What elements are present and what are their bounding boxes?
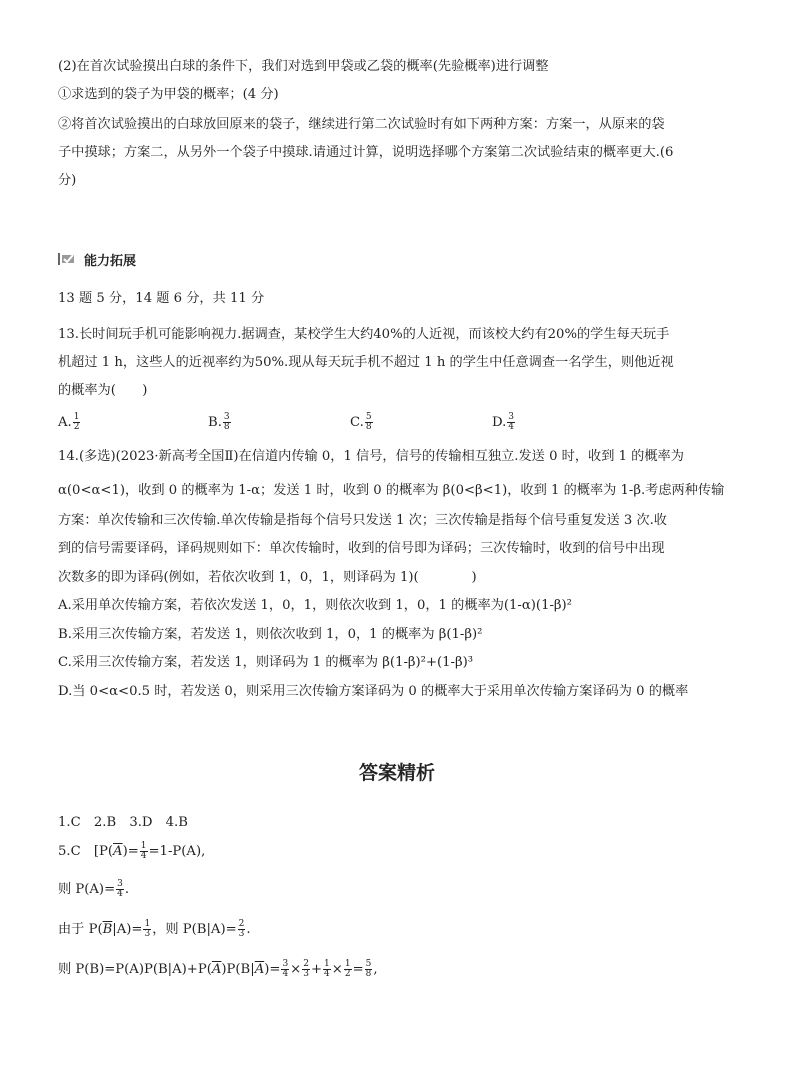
section-header	[58, 250, 136, 268]
q13-option-b: B. $\frac{3}{8}$	[208, 412, 230, 432]
score-note: 13 题 5 分，14 题 6 分，共 11 分	[58, 291, 265, 306]
q13-line3: 的概率为( )	[58, 383, 148, 398]
q14-option-a: A.采用单次传输方案，若依次发送 1，0，1，则依次收到 1，0，1 的概率为(1-α)(1-β)²	[58, 598, 572, 613]
q14-line5: 次数多的即为译码(例如，若依次收到 1，0，1，则译码为 1)( )	[58, 570, 477, 585]
q13-line1: 13.长时间玩手机可能影响视力.据调查，某校学生大约40%的人近视，而该校大约有20%的学生每天玩手	[58, 327, 670, 342]
q14-option-b: B.采用三次传输方案，若发送 1，则依次收到 1，0，1 的概率为 β(1-β)²	[58, 627, 483, 642]
answer-line-1: 1.C 2.B 3.D 4.B	[58, 815, 188, 830]
q12-sub1: ①求选到的袋子为甲袋的概率；(4 分)	[58, 87, 279, 102]
q13-option-a: A. $\frac{1}{2}$	[58, 412, 80, 432]
q14-option-d: D.当 0<α<0.5 时，若发送 0，则采用三次传输方案译码为 0 的概率大于采用单次传输方案译码为 0 的概率	[58, 684, 689, 699]
q13-option-d: D. $\frac{3}{4}$	[492, 412, 515, 432]
answer-line-7: 由于 P( $\overline{B}$ |A)= $\frac{1}{3}$ ，则 P(B|A)= $\frac{2}{3}$ .	[58, 919, 251, 939]
q14-line4: 到的信号需要译码，译码规则如下：单次传输时，收到的信号即为译码；三次传输时，收到的信号中出现	[58, 541, 665, 556]
q12-part2: (2)在首次试验摸出白球的条件下，我们对选到甲袋或乙袋的概率(先验概率)进行调整	[58, 59, 549, 74]
q13-option-c: C. $\frac{5}{8}$	[350, 412, 372, 432]
answer-line-6: 则 P(A)= $\frac{3}{4}$ .	[58, 879, 130, 899]
answer-line-8: 则 P(B)=P(A)P(B|A)+P( $\overline{A}$ )P(B| $\overline{A}$ )= $\frac{3}{4}$ × $\frac{2}{3}$ + $\frac{1}{4}$ × $\frac{1}{2}$ = $\frac{5}{8}$ ,	[58, 959, 378, 979]
q12-sub2-line2: 子中摸球；方案二，从另外一个袋子中摸球.请通过计算，说明选择哪个方案第二次试验结束的概率更大.(6	[58, 145, 674, 160]
q13-options	[58, 413, 558, 435]
section-title: 能力拓展	[84, 253, 137, 269]
q14-line1: 14.(多选)(2023·新高考全国Ⅱ)在信道内传输 0，1 信号，信号的传输相互独立.发送 0 时，收到 1 的概率为	[58, 449, 684, 464]
q12-sub2-line3: 分)	[58, 173, 77, 188]
q14-line3: 方案：单次传输和三次传输.单次传输是指每个信号只发送 1 次；三次传输是指每个信号重复发送 3 次.收	[58, 513, 667, 528]
answers-title: 答案精析	[358, 762, 435, 784]
q14-option-c: C.采用三次传输方案，若发送 1，则译码为 1 的概率为 β(1-β)²+(1-β)³	[58, 655, 474, 670]
answer-line-5: 5.C [P( $\overline{A}$ )= $\frac{1}{4}$ =1-P(A),	[58, 841, 206, 861]
q13-line2: 机超过 1 h，这些人的近视率约为50%.现从每天玩手机不超过 1 h 的学生中任意调查一名学生，则他近视	[58, 355, 674, 370]
checklist-icon	[58, 252, 76, 266]
q12-sub2-line1: ②将首次试验摸出的白球放回原来的袋子，继续进行第二次试验时有如下两种方案：方案一，从原来的袋	[58, 117, 665, 132]
q14-line2: α(0<α<1)，收到 0 的概率为 1-α；发送 1 时，收到 0 的概率为 β(0<β<1)，收到 1 的概率为 1-β.考虑两种传输	[58, 483, 725, 498]
